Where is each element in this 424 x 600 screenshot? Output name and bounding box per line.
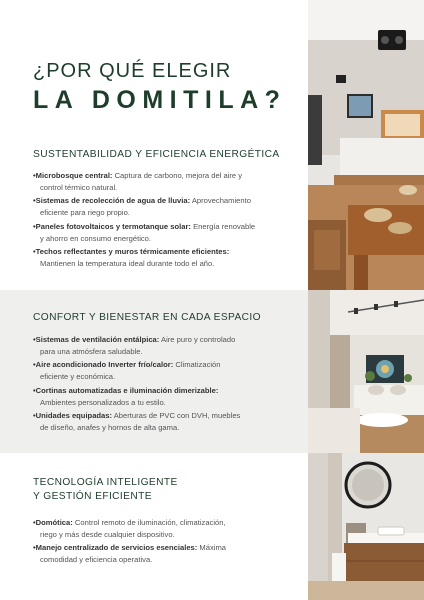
dining-room-illustration — [308, 0, 424, 290]
section-heading-line1: TECNOLOGÍA INTELIGENTE — [33, 477, 178, 488]
list-item: •Cortinas automatizadas e iluminación dimerizable: Ambientes personalizados a tu estilo. — [33, 385, 219, 407]
list-item: •Domótica: Control remoto de iluminación, climatización, riego y más desde cualquier dispositivo. — [33, 518, 226, 539]
list-item: •Manejo centralizado de servicios esenciales: Máxima comodidad y eficiencia operativa. — [33, 543, 227, 565]
list-item: •Techos reflectantes y muros térmicamente eficientes: Mantienen la temperatura ideal durante todo el año. — [33, 246, 230, 268]
list-item: •Unidades equipadas: Aberturas de PVC con DVH, muebles de diseño, anafes y hornos de alta gama. — [33, 410, 241, 432]
section-heading-technology — [33, 476, 178, 504]
list-item: •Aire acondicionado Inverter frío/calor: Climatización eficiente y económica. — [33, 360, 221, 382]
sustainability-list — [33, 170, 301, 271]
technology-list — [33, 517, 301, 568]
section-heading-line2: Y GESTIÓN EFICIENTE — [33, 491, 152, 502]
photo-dining-room — [308, 0, 424, 290]
list-item: •Microbosque central: Captura de carbono, mejora del aire y control térmico natural. — [33, 171, 243, 192]
section-heading-comfort: CONFORT Y BIENESTAR EN CADA ESPACIO — [33, 312, 261, 323]
photo-living-room — [308, 290, 424, 453]
list-item: •Sistemas de recolección de agua de lluvia: Aprovechamiento eficiente para riego propio. — [33, 196, 251, 218]
page-title-line2: LA DOMITILA? — [33, 86, 287, 114]
comfort-list — [33, 334, 301, 435]
living-room-illustration — [308, 290, 424, 453]
list-item: •Sistemas de ventilación entálpica: Aire puro y controlado para una atmósfera saludable. — [33, 335, 236, 356]
bathroom-illustration — [308, 453, 424, 600]
section-heading-sustainability: SUSTENTABILIDAD Y EFICIENCIA ENERGÉTICA — [33, 149, 280, 160]
list-item: •Paneles fotovoltaicos y termotanque solar: Energía renovable y ahorro en consumo energético. — [33, 221, 256, 243]
photo-bathroom — [308, 453, 424, 600]
page-title-line1: ¿POR QUÉ ELEGIR — [33, 60, 232, 82]
